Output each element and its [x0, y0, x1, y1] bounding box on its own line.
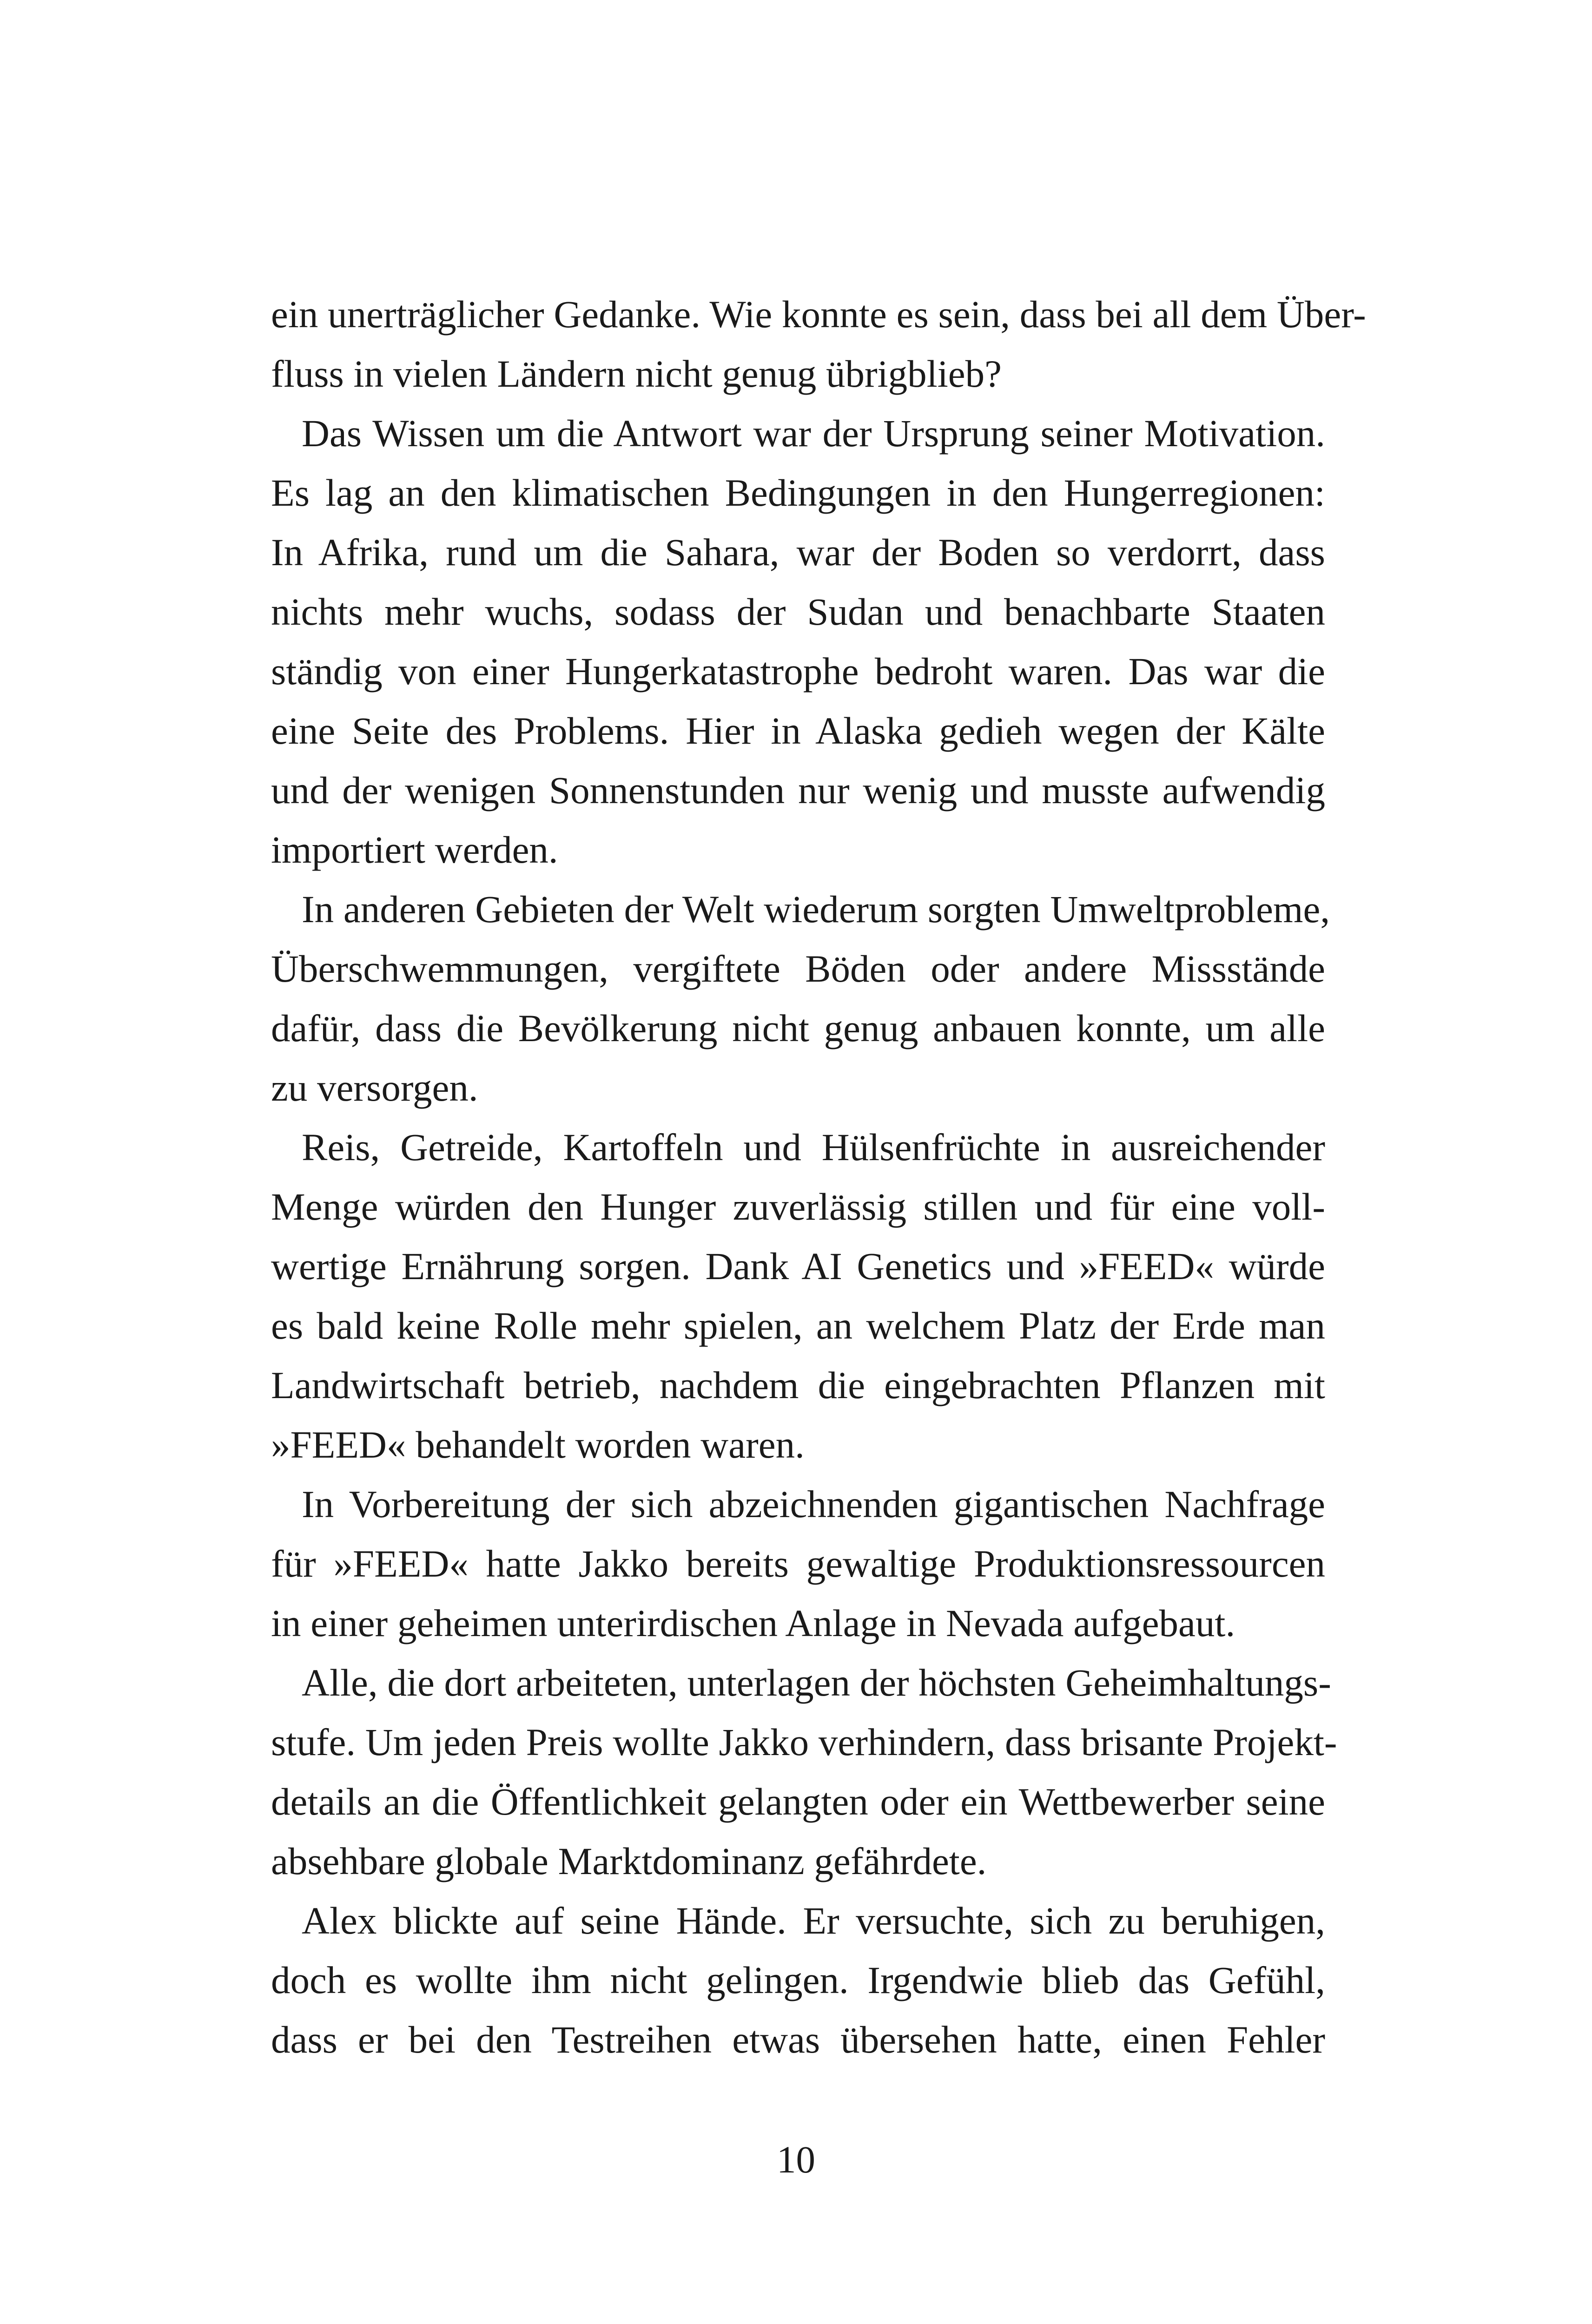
paragraph — [271, 1653, 1337, 1891]
body-text — [271, 284, 1366, 2069]
text-line: importiert werden. — [271, 828, 558, 871]
text-line: dass er bei den Testreihen etwas übersehen hatte, einen Fehler — [271, 2018, 1325, 2061]
text-line: Menge würden den Hunger zuverlässig stillen und für eine voll- — [271, 1185, 1325, 1228]
text-line: dafür, dass die Bevölkerung nicht genug anbauen konnte, um alle — [271, 1007, 1325, 1050]
text-line: es bald keine Rolle mehr spielen, an welchem Platz der Erde man — [271, 1304, 1325, 1347]
text-line: Landwirtschaft betrieb, nachdem die eingebrachten Pflanzen mit — [271, 1364, 1325, 1406]
text-line: Es lag an den klimatischen Bedingungen in den Hungerregionen: — [271, 471, 1325, 514]
paragraph — [271, 1474, 1325, 1653]
text-line: fluss in vielen Ländern nicht genug übrigblieb? — [271, 352, 1002, 395]
text-line: eine Seite des Problems. Hier in Alaska gedieh wegen der Kälte — [271, 709, 1325, 752]
text-line: In Afrika, rund um die Sahara, war der Boden so verdorrt, dass — [271, 531, 1325, 574]
text-line: für »FEED« hatte Jakko bereits gewaltige Produktionsressourcen — [271, 1542, 1325, 1585]
paragraph — [271, 403, 1325, 879]
text-line: zu versorgen. — [271, 1066, 478, 1109]
paragraph — [271, 284, 1366, 403]
text-line: In Vorbereitung der sich abzeichnenden gigantischen Nachfrage — [302, 1483, 1325, 1525]
page-number: 10 — [777, 2138, 815, 2181]
text-line: ständig von einer Hungerkatastrophe bedroht waren. Das war die — [271, 650, 1325, 693]
text-line: »FEED« behandelt worden waren. — [271, 1423, 805, 1466]
text-line: doch es wollte ihm nicht gelingen. Irgendwie blieb das Gefühl, — [271, 1959, 1325, 2001]
text-line: wertige Ernährung sorgen. Dank AI Genetics und »FEED« würde — [271, 1245, 1325, 1287]
text-line: Alle, die dort arbeiteten, unterlagen der höchsten Geheimhaltungs- — [302, 1661, 1331, 1704]
text-line: absehbare globale Marktdominanz gefährdete. — [271, 1840, 987, 1882]
text-line: in einer geheimen unterirdischen Anlage in Nevada aufgebaut. — [271, 1602, 1235, 1644]
text-line: Überschwemmungen, vergiftete Böden oder andere Missstände — [271, 947, 1325, 990]
paragraph — [271, 879, 1330, 1117]
text-line: und der wenigen Sonnenstunden nur wenig und musste aufwendig — [271, 769, 1325, 812]
text-line: Alex blickte auf seine Hände. Er versuchte, sich zu beruhigen, — [302, 1899, 1325, 1942]
text-line: Reis, Getreide, Kartoffeln und Hülsenfrüchte in ausreichender — [302, 1126, 1325, 1169]
text-line: stufe. Um jeden Preis wollte Jakko verhindern, dass brisante Projekt- — [271, 1721, 1337, 1763]
paragraph — [271, 1891, 1325, 2069]
text-line: Das Wissen um die Antwort war der Ursprung seiner Motivation. — [302, 412, 1325, 455]
text-line: In anderen Gebieten der Welt wiederum sorgten Umweltprobleme, — [302, 888, 1330, 931]
paragraph — [271, 1117, 1325, 1474]
text-line: ein unerträglicher Gedanke. Wie konnte es sein, dass bei all dem Über- — [271, 293, 1366, 336]
text-line: nichts mehr wuchs, sodass der Sudan und benachbarte Staaten — [271, 590, 1325, 633]
text-line: details an die Öffentlichkeit gelangten oder ein Wettbewerber seine — [271, 1780, 1325, 1823]
